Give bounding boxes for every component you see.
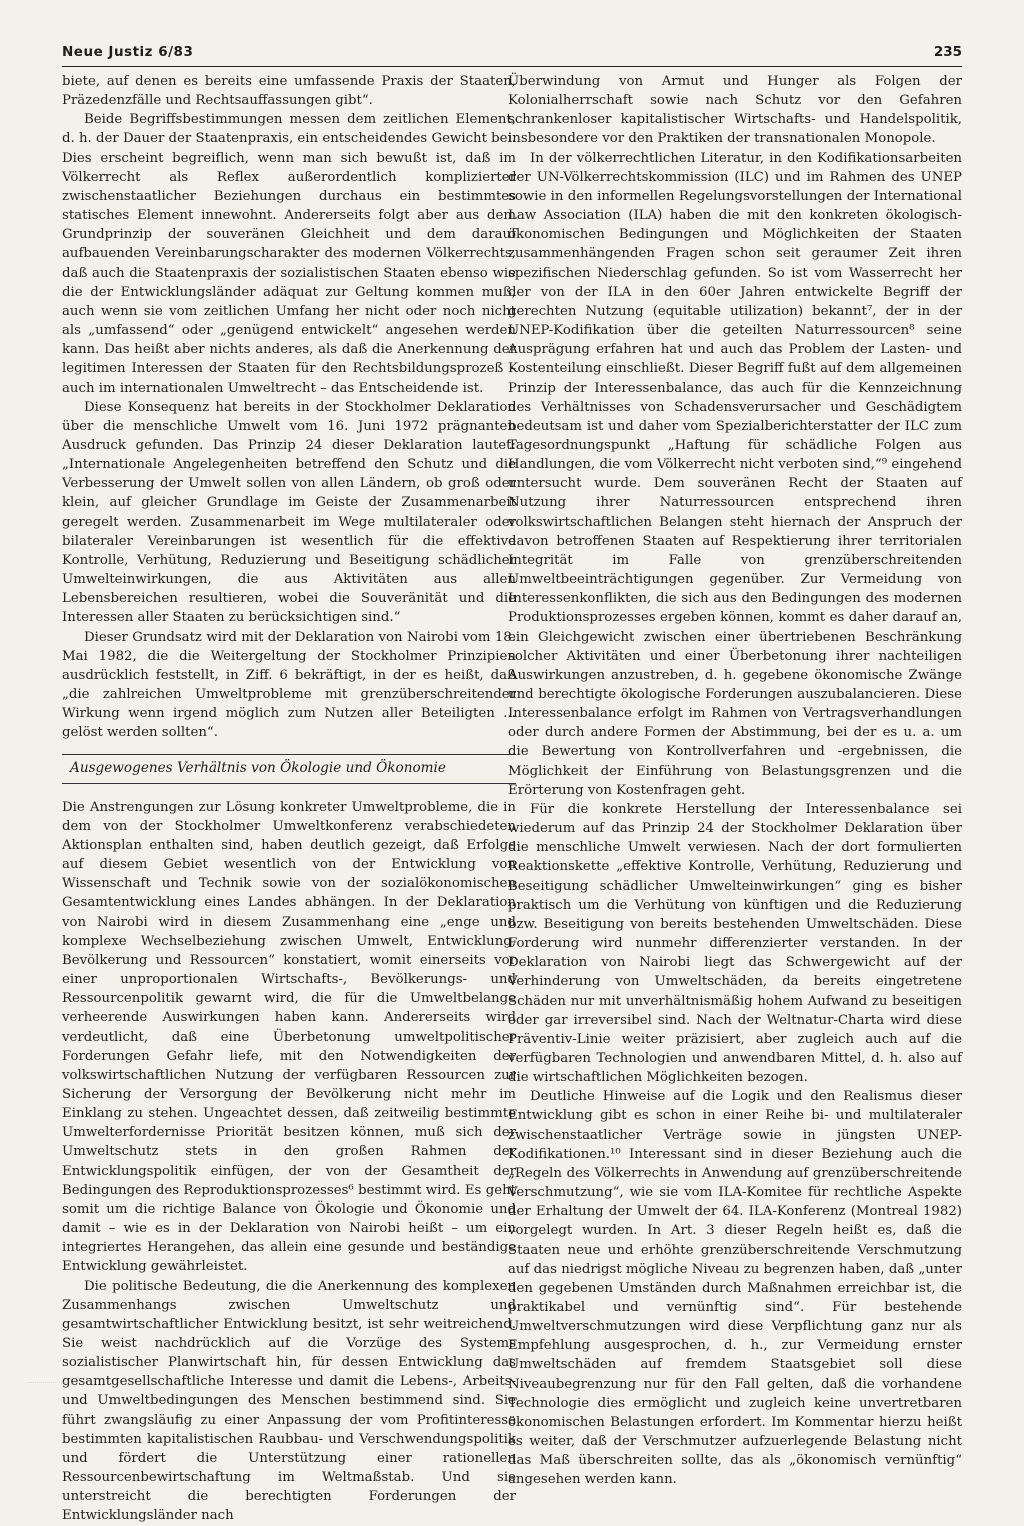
paragraph: Die politische Bedeutung, die die Anerkennung des komplexen Zusammenhangs zwischen Umweltschutz und gesamtwirtschaftlicher Entwicklung besitzt, ist sehr weitreichend. Sie weist nachdrücklich auf die Vorzüge des Systems sozialistischer Planwirtschaft hin, für dessen Entwicklung das gesamtgesellschaftliche Interesse und damit die Lebens-, Arbeits- und Umweltbedingungen des Menschen bestimmend sind. Sie führt zwangsläufig zu einer Anpassung der vom Profitinteresse bestimmten kapitalistischen Raubbau- und Verschwendungspolitik und fördert die Unterstützung einer rationellen Ressourcenbewirtschaftung im Weltmaßstab. Und sie unterstreicht die berechtigten Forderungen der Entwicklungsländer nach: [62, 1278, 516, 1524]
paragraph: Überwindung von Armut und Hunger als Folgen der Kolonialherrschaft sowie nach Schutz vor den Gefahren schrankenloser kapitalistischer Wirtschafts- und Handelspolitik, insbesondere vor den Praktiken der transnationalen Monopole.: [508, 74, 962, 147]
paragraph: Beide Begriffsbestimmungen messen dem zeitlichen Element, d. h. der Dauer der Staatenpraxis, ein entscheidendes Gewicht bei. Dies erscheint begreiflich, wenn man sich bewußt ist, daß im Völkerrecht als Reflex außerordentlich komplizierter zwischenstaatlicher Beziehungen durchaus ein bestimmtes statisches Element innewohnt. Andererseits folgt aber aus dem Grundprinzip der souveränen Gleichheit und dem darauf aufbauenden Vereinbarungscharakter des modernen Völkerrechts, daß auch die Staatenpraxis der sozialistischen Staaten ebenso wie die der Entwicklungsländer adäquat zur Geltung kommen muß, auch wenn sie vom zeitlichen Umfang her nicht oder noch nicht als „umfassend“ oder „genügend entwickelt“ angesehen werden kann. Das heißt aber nichts anderes, als daß die Anerkennung der legitimen Interessen der Staaten für den Rechtsbildungsprozeß – auch im internationalen Umweltrecht – das Entscheidende ist.: [62, 112, 517, 396]
paragraph: Für die konkrete Herstellung der Interessenbalance sei wiederum auf das Prinzip 24 der Stockholmer Deklaration über die menschliche Umwelt verwiesen. Nach der dort formulierten Reaktionskette „effektive Kontrolle, Verhütung, Reduzierung und Beseitigung schädlicher Umwelteinwirkungen“ ging es bisher praktisch um die Verhütung von künftigen und die Reduzierung bzw. Beseitigung von bereits bestehenden Umweltschäden. Diese Forderung wird nunmehr differenzierter verstanden. In der Deklaration von Nairobi liegt das Schwergewicht auf der Verhinderung von Umweltschäden, da bereits eingetretene Schäden nur mit unverhältnismäßig hohem Aufwand zu beseitigen oder gar irreversibel sind. Nach der Weltnatur-Charta wird diese Präventiv-Linie weiter präzisiert, aber zugleich auch auf die verfügbaren Technologien und anwendbaren Mittel, d. h. also auf die wirtschaftlichen Möglichkeiten bezogen.: [508, 801, 962, 1086]
journal-title: Neue Justiz 6/83: [62, 44, 194, 60]
page-number: 235: [933, 44, 962, 60]
scan-artifact: [28, 1362, 88, 1383]
page-header: [62, 44, 962, 66]
paragraph: Diese Konsequenz hat bereits in der Stockholmer Deklaration über die menschliche Umwelt vom 16. Juni 1972 prägnanten Ausdruck gefunden. Das Prinzip 24 dieser Deklaration lautet: „Internationale Angelegenheiten betreffend den Schutz und die Verbesserung der Umwelt sollen von allen Ländern, ob groß oder klein, auf gleicher Grundlage im Geiste der Zusammenarbeit geregelt werden. Zusammenarbeit im Wege multilateraler oder bilateraler Vereinbarungen ist wesentlich für die effektive Kontrolle, Verhütung, Reduzierung und Beseitigung schädlicher Umwelteinwirkungen, die aus Aktivitäten aus allen Lebensbereichen resultieren, wobei die Souveränität und die Interessen aller Staaten zu berücksichtigen sind.“: [62, 399, 516, 626]
paragraph: Die Anstrengungen zur Lösung konkreter Umweltprobleme, die in dem von der Stockholmer Umweltkonferenz verabschiedeten Aktionsplan enthalten sind, haben deutlich gezeigt, daß Erfolge auf diesem Gebiet wesentlich von der Entwicklung von Wissenschaft und Technik sowie von der sozialökonomischen Gesamtentwicklung eines Landes abhängen. In der Deklaration von Nairobi wird in diesem Zusammenhang eine „enge und komplexe Wechselbeziehung zwischen Umwelt, Entwicklung, Bevölkerung und Ressourcen“ konstatiert, womit einerseits vor einer unproportionalen Wirtschafts-, Bevölkerungs- und Ressourcenpolitik gewarnt wird, die für die Umweltbelange verheerende Auswirkungen haben kann. Andererseits wird verdeutlicht, daß eine Überbetonung umweltpolitischer Forderungen Gefahr liefe, mit den Notwendigkeiten der volkswirtschaftlichen Nutzung der verfügbaren Ressourcen zur Sicherung der Versorgung der Bevölkerung nicht mehr im Einklang zu stehen. Ungeachtet dessen, daß zeitweilig bestimmte Umwelterfordernisse Priorität besitzen können, muß sich der Umweltschutz stets in den großen Rahmen der Entwicklungspolitik einfügen, der von der Gesamtheit der Bedingungen des Reproduktionsprozesses⁶ bestimmt wird. Es geht somit um die richtige Balance von Ökologie und Ökonomie und damit – wie es in der Deklaration von Nairobi heißt – um ein integriertes Herangehen, das allein eine gesunde und beständige Entwicklung gewährleistet.: [62, 799, 516, 1275]
paragraph: Deutliche Hinweise auf die Logik und den Realismus dieser Entwicklung gibt es schon in einer Reihe bi- und multilateraler zwischenstaatlicher Verträge sowie in jüngsten UNEP-Kodifikationen.¹⁰ Interessant sind in dieser Beziehung auch die „Regeln des Völkerrechts in Anwendung auf grenzüberschreitende Verschmutzung“, wie sie vom ILA-Komitee für rechtliche Aspekte der Erhaltung der Umwelt der 64. ILA-Konferenz (Montreal 1982) vorgelegt wurden. In Art. 3 dieser Regeln heißt es, daß die Staaten neue und erhöhte grenzüberschreitende Verschmutzung auf das niedrigst mögliche Niveau zu begrenzen haben, daß „unter den gegebenen Umständen durch Maßnahmen erreichbar ist, die praktikabel und vernünftig sind“. Für bestehende Umweltverschmutzungen wird diese Verpflichtung ganz nur als Empfehlung ausgesprochen, d. h., zur Vermeidung ernster Umweltschäden auf fremdem Staatsgebiet soll diese Niveaubegrenzung nur für den Fall gelten, daß die vorhandene Technologie dies ermöglicht und zugleich keine unvertretbaren ökonomischen Belastungen erfordert. Im Kommentar hierzu heißt es weiter, daß der Verschmutzer aufzuerlegende Belastung nicht das Maß überschreiten sollte, das als „ökonomisch vernünftig“ angesehen werden kann.: [508, 1089, 962, 1488]
paragraph: Dieser Grundsatz wird mit der Deklaration von Nairobi vom 18. Mai 1982, die die Weitergeltung der Stockholmer Prinzipien ausdrücklich feststellt, in Ziff. 6 bekräftigt, in der es heißt, daß „die zahlreichen Umweltprobleme mit grenzüberschreitender Wirkung wenn irgend möglich zum Nutzen aller Beteiligten ... gelöst werden sollten“.: [62, 629, 516, 741]
header-rule: [62, 66, 962, 67]
right-column: [508, 72, 962, 1490]
section-heading: Ausgewogenes Verhältnis von Ökologie und Ökonomie: [62, 754, 516, 783]
paragraph: In der völkerrechtlichen Literatur, in den Kodifikationsarbeiten der UN-Völkerrechtskommission (ILC) und im Rahmen des UNEP sowie in den informellen Regelungsvorstellungen der International Law Association (ILA) haben die mit den konkreten ökologisch-ökonomischen Bedingungen und Möglichkeiten der Staaten zusammenhängenden Fragen schon seit geraumer Zeit ihren spezifischen Niederschlag gefunden. So ist vom Wasserrecht her der von der ILA in den 60er Jahren entwickelte Begriff der gerechten Nutzung (equitable utilization) bekannt⁷, der in der UNEP-Kodifikation über die geteilten Naturressourcen⁸ seine Ausprägung erfahren hat und auch das Problem der Lasten- und Kostenteilung einschließt. Dieser Begriff fußt auf dem allgemeinen Prinzip der Interessenbalance, das auch für die Kennzeichnung des Verhältnisses von Schadensverursacher und Geschädigtem bedeutsam ist und daher vom Spezialberichterstatter der ILC zum Tagesordnungspunkt „Haftung für schädliche Folgen aus Handlungen, die vom Völkerrecht nicht verboten sind,“⁹ eingehend untersucht wurde. Dem souveränen Recht der Staaten auf Nutzung ihrer Naturressourcen entsprechend ihren volkswirtschaftlichen Belangen steht hiernach der Anspruch der davon betroffenen Staaten auf Respektierung ihrer territorialen Integrität im Falle von grenzüberschreitenden Umweltbeeinträchtigungen gegenüber. Zur Vermeidung von Interessenkonflikten, die sich aus den Bedingungen des modernen Produktionsprozesses ergeben können, kommt es daher darauf an, ein Gleichgewicht zwischen einer übertriebenen Beschränkung solcher Aktivitäten und einer Überbetonung ihrer nachteiligen Auswirkungen anzustreben, d. h. gegebene ökonomische Zwänge und berechtigte ökologische Forderungen auszubalancieren. Diese Interessenbalance erfolgt im Rahmen von Vertragsverhandlungen oder durch andere Formen der Abstimmung, bei der es u. a. um die Bewertung von Kontrollverfahren und -ergebnissen, die Möglichkeit der Einführung von Belastungsgrenzen und die Erörterung von Kostenfragen geht.: [508, 150, 962, 798]
paragraph: biete, auf denen es bereits eine umfassende Praxis der Staaten, Präzedenzfälle und Rechtsauffassungen gibt“.: [62, 74, 516, 109]
left-column: [62, 72, 516, 1526]
